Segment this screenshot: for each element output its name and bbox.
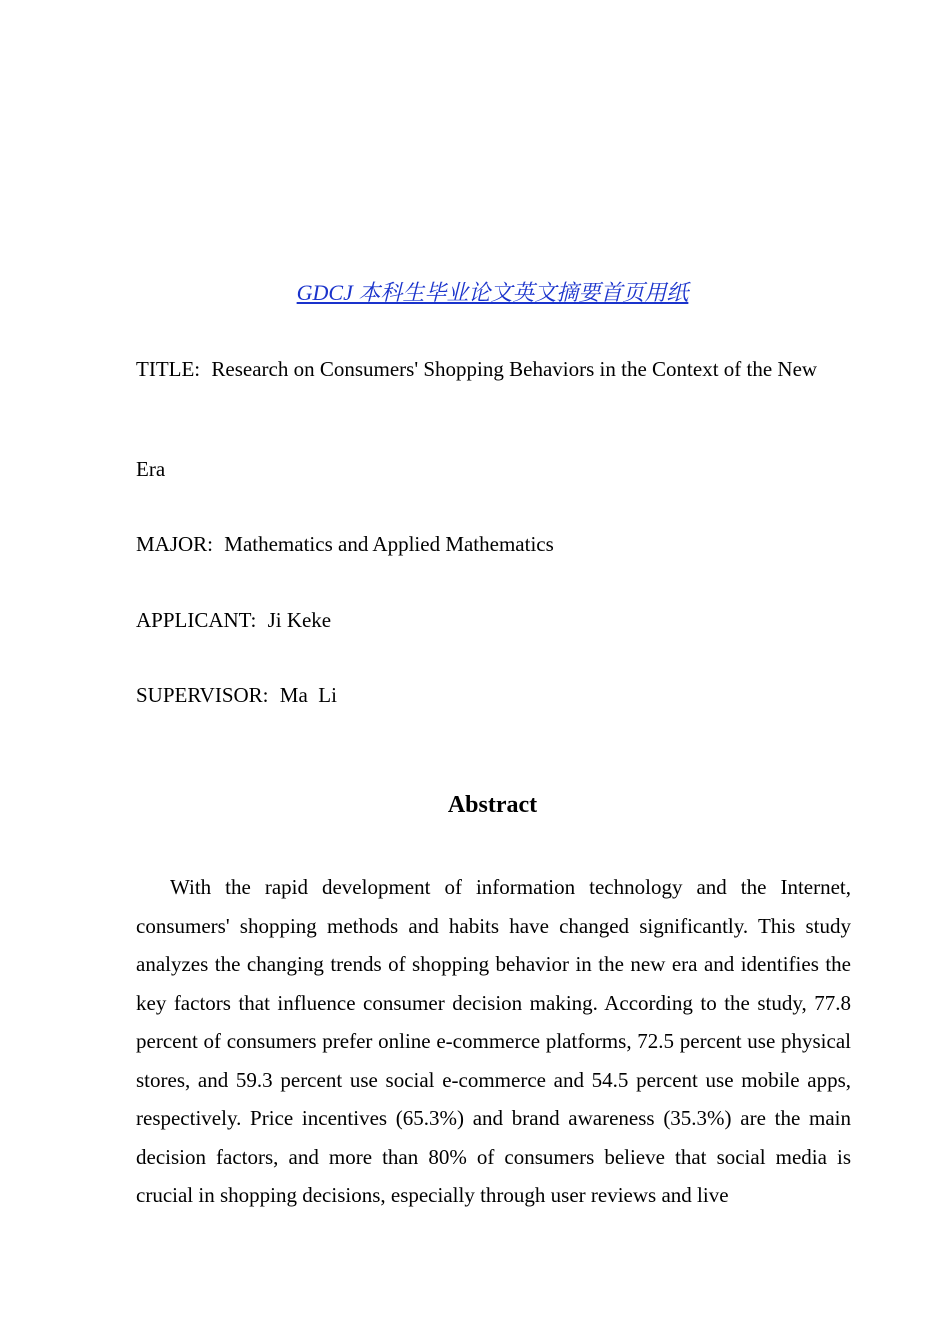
header-title-link[interactable]: GDCJ 本科生毕业论文英文摘要首页用纸	[296, 280, 689, 305]
supervisor-label: SUPERVISOR:	[136, 683, 269, 707]
major-value: Mathematics and Applied Mathematics	[224, 532, 554, 556]
applicant-field	[136, 608, 851, 632]
major-label: MAJOR:	[136, 532, 214, 556]
major-field	[136, 532, 851, 556]
abstract-heading: Abstract	[447, 792, 538, 818]
applicant-label: APPLICANT:	[136, 608, 257, 632]
title-label: TITLE:	[136, 357, 201, 381]
title-value-line2: Era	[136, 457, 166, 481]
title-field	[136, 357, 851, 381]
applicant-value: Ji Keke	[267, 608, 332, 632]
title-value-line1: Research on Consumers' Shopping Behaviors in the Context of the New	[211, 357, 818, 381]
supervisor-value: Ma Li	[279, 683, 337, 707]
abstract-body: With the rapid development of information technology and the Internet, consumers' shopping methods and habits have changed significantly. This study analyzes the changing trends of shopping behavior in the new era and identifies the key factors that influence consumer decision making. According to the study, 77.8 percent of consumers prefer online e-commerce platforms, 72.5 percent use physical stores, and 59.3 percent use social e-commerce and 54.5 percent use mobile apps, respectively. Price incentives (65.3%) and brand awareness (35.3%) are the main decision factors, and more than 80% of consumers believe that social media is crucial in shopping decisions, especially through user reviews and live	[136, 875, 851, 1207]
supervisor-field	[136, 683, 851, 707]
